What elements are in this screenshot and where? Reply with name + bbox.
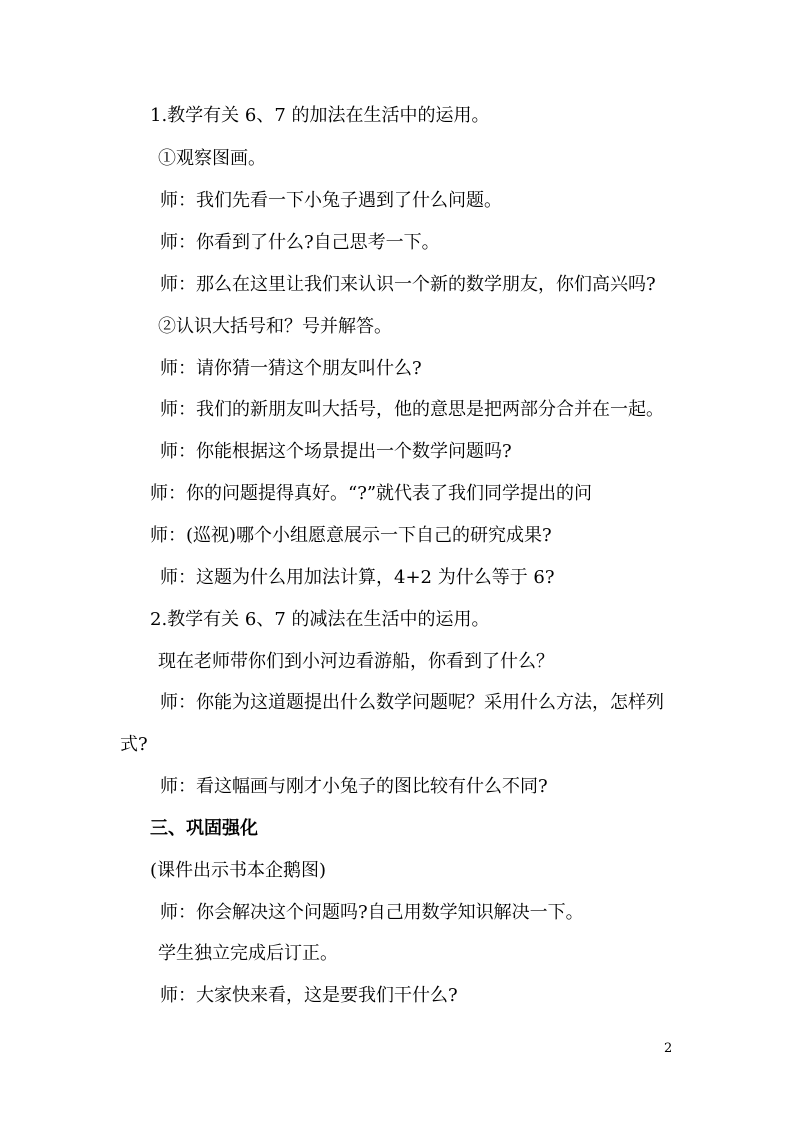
section-heading: 三、巩固强化 <box>150 818 258 839</box>
paragraph-line: 师：你能根据这个场景提出一个数学问题吗? <box>160 441 512 462</box>
paragraph-line: 式? <box>120 734 148 755</box>
paragraph-line: 师：你看到了什么?自己思考一下。 <box>160 232 440 253</box>
paragraph-line: 2.教学有关 6、7 的减法在生活中的运用。 <box>150 609 490 630</box>
paragraph-line: 现在老师带你们到小河边看游船，你看到了什么？ <box>158 651 554 672</box>
paragraph-line: 师：我们的新朋友叫大括号，他的意思是把两部分合并在一起。 <box>160 399 664 420</box>
paragraph-line: 师：请你猜一猜这个朋友叫什么? <box>160 358 422 379</box>
paragraph-line: 师：那么在这里让我们来认识一个新的数学朋友，你们高兴吗? <box>160 274 656 295</box>
paragraph-line: 师：你的问题提得真好。“?”就代表了我们同学提出的问 <box>150 483 593 504</box>
paragraph-line: 师：(巡视)哪个小组愿意展示一下自己的研究成果? <box>150 525 552 546</box>
paragraph-line: 师：我们先看一下小兔子遇到了什么问题。 <box>160 190 502 211</box>
paragraph-line: 学生独立完成后订正。 <box>158 943 338 964</box>
paragraph-line: 师：你会解决这个问题吗?自己用数学知识解决一下。 <box>160 902 584 923</box>
paragraph-line: ②认识大括号和？号并解答。 <box>158 316 392 337</box>
paragraph-line: ①观察图画。 <box>158 148 266 169</box>
page-number: 2 <box>664 1041 673 1056</box>
paragraph-line: 师：这题为什么用加法计算，4+2 为什么等于 6? <box>160 567 555 588</box>
paragraph-line: (课件出示书本企鹅图) <box>150 860 327 881</box>
paragraph-line: 师：看这幅画与刚才小兔子的图比较有什么不同? <box>160 776 548 797</box>
paragraph-line: 师：你能为这道题提出什么数学问题呢？采用什么方法，怎样列 <box>160 692 664 713</box>
paragraph-line: 师：大家快来看，这是要我们干什么? <box>160 985 458 1006</box>
paragraph-line: 1.教学有关 6、7 的加法在生活中的运用。 <box>150 105 490 126</box>
